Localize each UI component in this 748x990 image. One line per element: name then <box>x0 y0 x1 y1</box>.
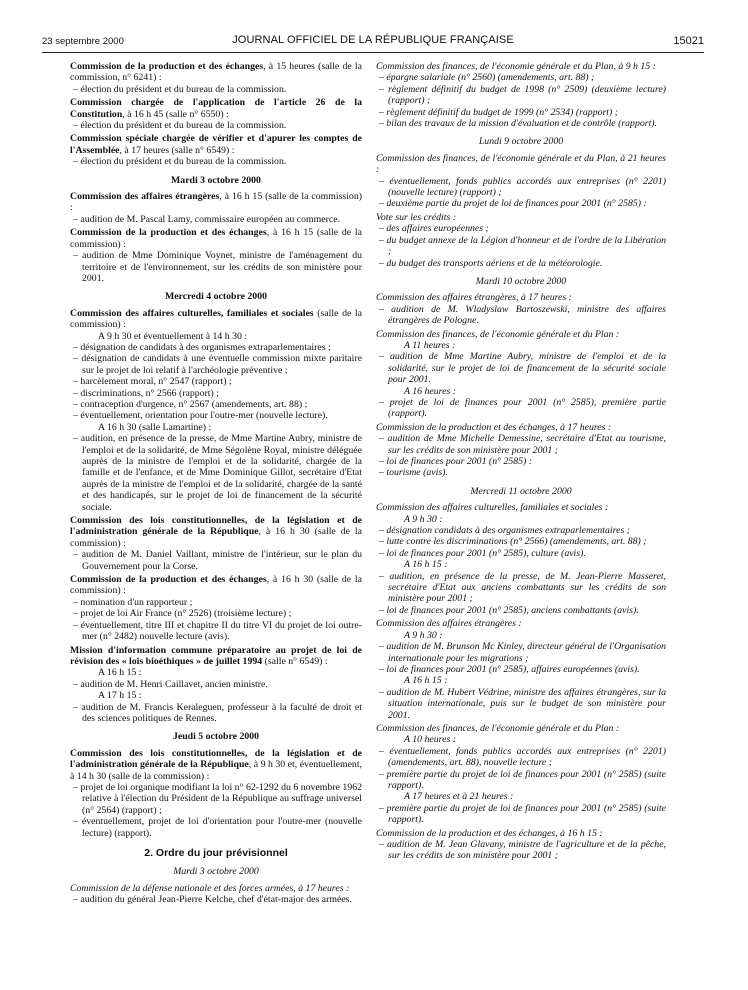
agenda-item: – élection du président et du bureau de la commission. <box>73 83 287 95</box>
entry-details: , à 16 h 15 (salle de la commission) : <box>70 191 362 214</box>
section-heading: 2. Ordre du jour prévisionnel <box>144 847 288 859</box>
right-column <box>376 59 666 862</box>
agenda-item: – discriminations, n° 2566 (rapport) ; <box>73 387 219 399</box>
agenda-entry: Commission des affaires étrangères, à 17 heures : <box>376 292 572 304</box>
agenda-entry: Commission de la production et des échanges, à 16 h 15 : <box>376 827 603 839</box>
entry-details: (salle de la commission) : <box>70 307 362 331</box>
agenda-item: – du budget des transports aériens et de la météorologie. <box>379 257 603 269</box>
agenda-item: – audition de M. Pascal Lamy, commissaire européen au commerce. <box>73 213 341 225</box>
agenda-item: – du budget annexe de la Légion d'honneur et de l'ordre de la Libération ; <box>379 234 666 258</box>
day-heading: Lundi 9 octobre 2000 <box>478 136 564 148</box>
agenda-entry: Commission des affaires culturelles, familiales et sociales : <box>376 502 609 514</box>
agenda-entry: Commission des finances, de l'économie générale et du Plan, à 21 heures : <box>376 152 666 176</box>
agenda-item: – première partie du projet de loi de finances pour 2001 (n° 2585) (suite rapport). <box>379 768 666 791</box>
day-heading: Mardi 10 octobre 2000 <box>475 275 567 287</box>
agenda-item: – élection du président et du bureau de la commission. <box>73 120 287 132</box>
time-slot: A 10 heures : <box>404 734 456 746</box>
agenda-item: – audition de Mme Martine Aubry, ministre de l'emploi et de la solidarité, sur le projet de loi de financement de la sécurité sociale pour 2001. <box>379 351 666 386</box>
agenda-item: – première partie du projet de loi de finances pour 2001 (n° 2585) (suite rapport). <box>379 802 666 826</box>
agenda-entry: Commission des finances, de l'économie générale et du Plan : <box>376 328 620 340</box>
agenda-item: – projet de loi de finances pour 2001 (n° 2585), première partie (rapport). <box>379 396 666 420</box>
journal-title: JOURNAL OFFICIEL DE LA RÉPUBLIQUE FRANÇAISE <box>232 34 514 46</box>
committee-name: Commission des lois constitutionnelles, de la législation et de l'administration générale de la République <box>70 747 362 771</box>
agenda-item: – audition de M. Francis Keraleguen, professeur à la faculté de droit et des sciences politiques de Rennes. <box>73 701 362 724</box>
entry-details: , à 16 h 15 (salle de la commission) : <box>70 227 363 250</box>
agenda-item: – règlement définitif du budget de 1998 (n° 2509) (deuxième lecture) (rapport) ; <box>379 83 666 107</box>
agenda-item: – projet de loi Air France (n° 2526) (troisième lecture) ; <box>73 608 292 620</box>
header-rule <box>42 52 704 53</box>
time-slot: A 16 h 30 (salle Lamartine) : <box>98 421 212 433</box>
entry-details: , à 16 h 30 (salle de la commission) : <box>70 574 363 597</box>
agenda-entry <box>70 97 362 120</box>
agenda-entry: Commission des finances, de l'économie générale et du Plan : <box>376 722 620 734</box>
committee-name: Commission des affaires étrangères <box>70 191 220 203</box>
time-slot: A 11 heures : <box>404 339 456 351</box>
agenda-entry: Commission des finances, de l'économie générale et du Plan, à 9 h 15 : <box>376 61 656 72</box>
time-slot: A 9 h 30 : <box>404 629 443 641</box>
day-heading: Mercredi 11 octobre 2000 <box>470 485 572 497</box>
agenda-item: – bilan des travaux de la mission d'évaluation et de contrôle (rapport). <box>379 118 658 130</box>
agenda-item: – audition, en présence de la presse, de Mme Martine Aubry, ministre de l'emploi et de la solidarité, de Mme Ségolène Royal, ministre déléguée auprès de la ministre de l'emploi et de la solidarité, chargée de la famille et de l'enfance, et de Mme Dominique Gillot, secrétaire d'Etat auprès de la ministre de l'emploi et de la solidarité, chargée de la santé et des handicapés, sur le projet de loi de financement de la sécurité sociale. <box>73 433 362 513</box>
agenda-entry <box>70 227 362 250</box>
agenda-item: – deuxième partie du projet de loi de finances pour 2001 (n° 2585) : <box>379 198 647 210</box>
agenda-item: – éventuellement, fonds publics accordés aux entreprises (n° 2201) (nouvelle lecture) (rapport) ; <box>379 175 666 199</box>
entry-details: , à 17 heures (salle n° 6549) : <box>119 144 235 156</box>
agenda-item: – audition de M. Henri Caillavet, ancien ministre. <box>73 678 268 690</box>
agenda-item: – loi de finances pour 2001 (n° 2585), culture (avis). <box>379 547 586 559</box>
agenda-item: – harcèlement moral, n° 2547 (rapport) ; <box>73 376 232 388</box>
time-slot: A 9 h 30 : <box>404 513 443 525</box>
time-slot: A 16 h 15 : <box>404 675 448 687</box>
agenda-entry <box>70 133 362 156</box>
agenda-item: – désignation de candidats à une éventuelle commission mixte paritaire sur le projet de loi relatif à l'archéologie préventive ; <box>73 353 362 376</box>
agenda-item: – lutte contre les discriminations (n° 2566) (amendements, art. 88) ; <box>379 536 647 548</box>
agenda-item: – loi de finances pour 2001 (n° 2585), affaires européennes (avis). <box>379 663 640 675</box>
day-heading: Mardi 3 octobre 2000 <box>173 866 259 878</box>
agenda-item: – audition de Mme Michelle Demessine, secrétaire d'Etat au tourisme, sur les crédits de son ministère pour 2001 ; <box>379 433 666 456</box>
agenda-entry <box>70 748 362 782</box>
agenda-item: – nomination d'un rapporteur ; <box>73 596 193 608</box>
entry-details: , à 15 heures (salle de la commission, n° 6241) : <box>70 61 362 84</box>
agenda-item: – éventuellement, fonds publics accordés aux entreprises (n° 2201) (amendements, art. 88), nouvelle lecture ; <box>379 745 666 769</box>
committee-name: Commission des affaires culturelles, familiales et sociales <box>70 307 314 319</box>
agenda-entry <box>70 308 362 331</box>
page-header <box>42 32 704 50</box>
agenda-item: – éventuellement, orientation pour l'outre-mer (nouvelle lecture). <box>73 410 328 422</box>
time-slot: A 16 h 15 : <box>98 667 142 679</box>
agenda-item: – désignation candidats à des organismes extraparlementaires ; <box>379 525 630 537</box>
agenda-item: – audition du général Jean-Pierre Kelche, chef d'état-major des armées. <box>73 894 352 906</box>
agenda-entry <box>70 191 362 214</box>
committee-name: Commission spéciale chargée de vérifier et d'apurer les comptes de l'Assemblée <box>70 133 362 156</box>
agenda-item: – audition de M. Brunson Mc Kinley, directeur général de l'Organisation internationale pour les migrations ; <box>379 641 666 664</box>
committee-name: Mission d'information commune préparatoire au projet de loi de révision des « lois bioéthiques » de juillet 1994 <box>70 644 362 667</box>
agenda-item: – épargne salariale (n° 2560) (amendements, art. 88) ; <box>379 72 595 84</box>
entry-details: , à 16 h 30 (salle de la commission) : <box>70 526 362 549</box>
agenda-item: – désignation de candidats à des organismes extraparlementaires ; <box>73 341 331 353</box>
day-heading: Mardi 3 octobre 2000 <box>171 174 261 186</box>
entry-details: , à 9 h 30 et, éventuellement, à 14 h 30 (salle de la commission) : <box>70 759 363 782</box>
agenda-entry <box>70 515 362 549</box>
issue-date: 23 septembre 2000 <box>42 36 124 47</box>
committee-name: Commission de la production et des échanges <box>70 574 267 586</box>
agenda-item: – audition de M. Jean Glavany, ministre de l'agriculture et de la pêche, sur les crédits de son ministère pour 2001 ; <box>379 839 666 862</box>
agenda-item: – audition de Mme Dominique Voynet, ministre de l'aménagement du territoire et de l'environnement, sur les crédits de son ministère pour 2001. <box>73 250 362 284</box>
agenda-item: – audition de M. Hubert Védrine, ministre des affaires étrangères, sur la situation internationale, puis sur le budget de son ministère pour 2001. <box>379 686 666 721</box>
agenda-item: – éventuellement, projet de loi d'orientation pour l'outre-mer (nouvelle lecture) (rapport). <box>73 816 362 839</box>
entry-details: , à 16 h 45 (salle n° 6550) : <box>122 108 229 120</box>
committee-name: Commission chargée de l'application de l'article 26 de la Constitution <box>70 97 362 120</box>
left-column <box>70 59 362 906</box>
committee-name: Commission de la production et des échanges <box>70 61 264 72</box>
entry-details: Commission de la défense nationale et des forces armées, à 17 heures : <box>70 882 350 894</box>
agenda-entry <box>70 883 362 894</box>
agenda-item: – audition, en présence de la presse, de M. Jean-Pierre Masseret, secrétaire d'Etat aux anciens combattants sur les crédits de son ministère pour 2001 ; <box>379 570 666 605</box>
agenda-entry <box>70 574 362 597</box>
time-slot: A 16 heures : <box>404 385 456 397</box>
agenda-item: – audition de M. Daniel Vaillant, ministre de l'intérieur, sur le plan du Gouvernement pour la Corse. <box>73 549 362 572</box>
agenda-item: – loi de finances pour 2001 (n° 2585) : <box>379 456 533 467</box>
agenda-item: – élection du président et du bureau de la commission. <box>73 156 287 168</box>
agenda-item: – des affaires européennes ; <box>379 223 489 235</box>
agenda-item: – règlement définitif du budget de 1999 (n° 2534) (rapport) ; <box>379 106 619 118</box>
page-number: 15021 <box>673 35 704 47</box>
agenda-item: – tourisme (avis). <box>379 467 448 479</box>
entry-details: (salle n° 6549) : <box>262 655 328 667</box>
agenda-entry: Vote sur les crédits : <box>376 211 456 223</box>
day-heading: Jeudi 5 octobre 2000 <box>172 731 260 743</box>
agenda-entry: Commission des affaires étrangères : <box>376 618 522 630</box>
agenda-item: – projet de loi organique modifiant la loi n° 62-1292 du 6 novembre 1962 relative à l'élection du Président de la République au suffrage universel (n° 2564) (rapport) ; <box>73 781 362 816</box>
agenda-entry <box>70 645 362 668</box>
agenda-item: – audition de M. Wladyslaw Bartoszewski, ministre des affaires étrangères de Pologne. <box>379 303 666 327</box>
committee-name: Commission des lois constitutionnelles, de la législation et de l'administration générale de la République <box>70 515 362 538</box>
agenda-item: – éventuellement, titre III et chapitre II du titre VI du projet de loi outre-mer (n° 2482) nouvelle lecture (avis). <box>73 619 362 643</box>
time-slot: A 16 h 15 : <box>404 559 448 571</box>
agenda-item: – contraception d'urgence, n° 2567 (amendements, art. 88) ; <box>73 398 308 410</box>
committee-name: Commission de la production et des échanges <box>70 227 267 239</box>
agenda-entry: Commission de la production et des échanges, à 17 heures : <box>376 421 612 433</box>
time-slot: A 17 heures et à 21 heures : <box>404 791 514 803</box>
agenda-entry <box>70 61 362 84</box>
time-slot: A 9 h 30 et éventuellement à 14 h 30 : <box>98 330 248 342</box>
day-heading: Mercredi 4 octobre 2000 <box>164 291 268 303</box>
time-slot: A 17 h 15 : <box>98 690 142 702</box>
agenda-item: – loi de finances pour 2001 (n° 2585), anciens combattants (avis). <box>379 604 639 616</box>
